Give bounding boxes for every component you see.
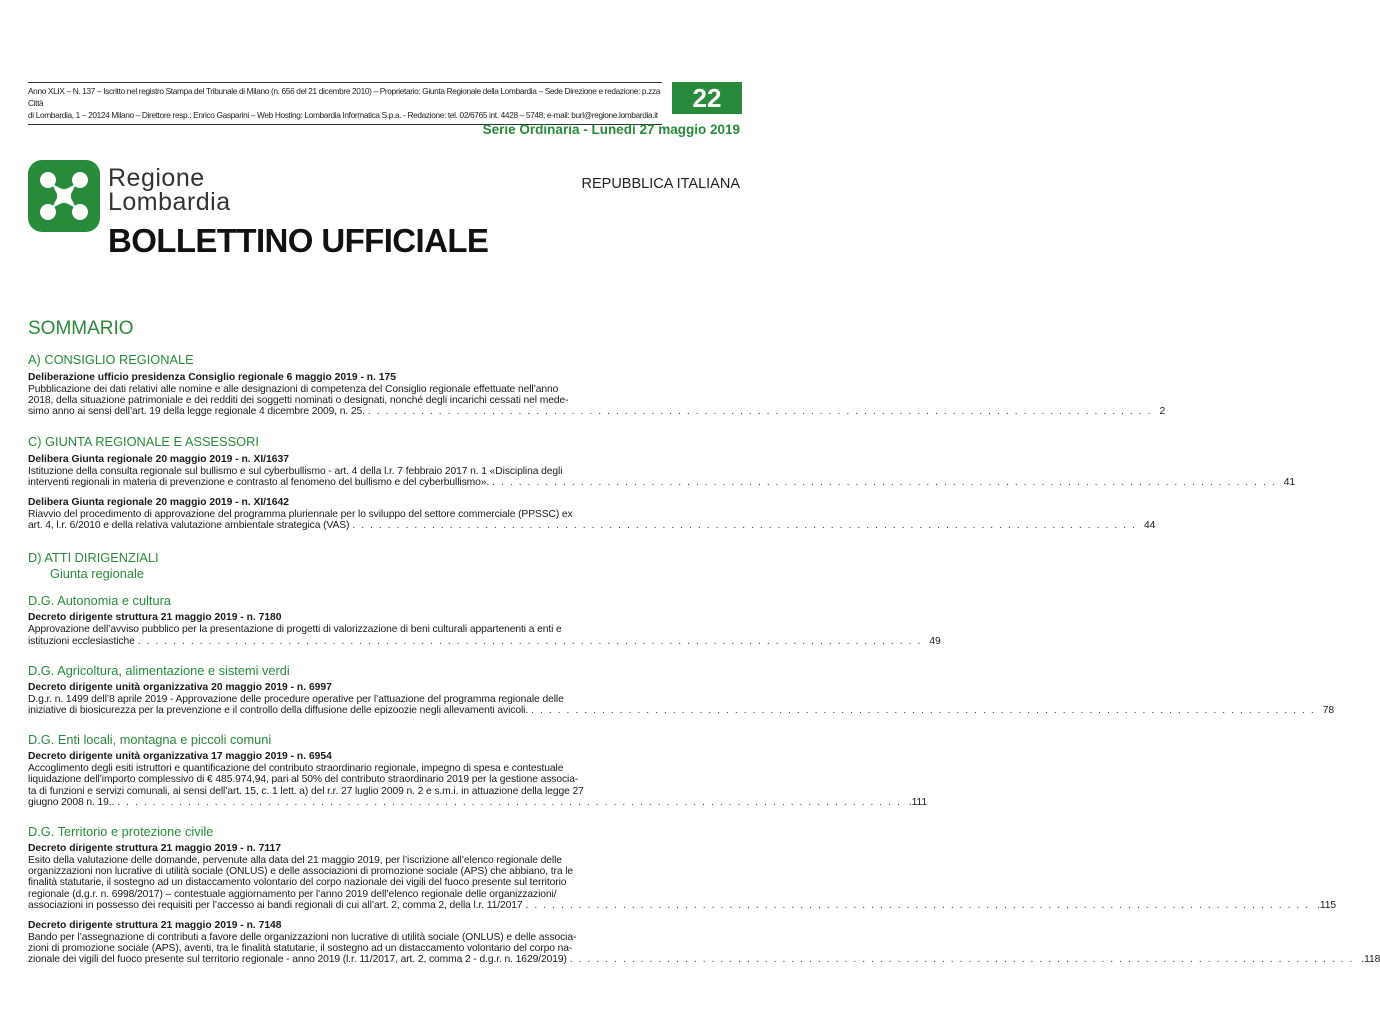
entry-line: giugno 2008 n. 19.. <box>28 796 115 808</box>
entry-line: Approvazione dell’avviso pubblico per la presentazione di progetti di valorizzazione di beni culturali appartenenti a enti e <box>28 624 562 636</box>
page-number: 2 <box>1159 406 1166 418</box>
logo-wordmark <box>108 166 231 214</box>
entry-last-line <box>28 796 928 808</box>
page-number: .115 <box>1317 899 1337 911</box>
section-subheading: Giunta regionale <box>50 566 144 582</box>
issue-number-badge: 22 <box>672 82 742 114</box>
entry-line: Istituzione della consulta regionale sul bullismo e sul cyberbullismo - art. 4 della l.r. 7 febbraio 2017 n. 1 «Disciplina degli <box>28 465 563 477</box>
entry-line: 2018, della situazione patrimoniale e dei redditi dei soggetti nominati o designati, nonché degli incarichi cessati nel mede- <box>28 395 569 407</box>
entry-title: Decreto dirigente struttura 21 maggio 2019 - n. 7180 <box>28 612 282 624</box>
entry-last-line <box>28 705 1334 717</box>
dg-heading: D.G. Autonomia e cultura <box>28 593 171 609</box>
entry-line: istituzioni ecclesiastiche <box>28 635 135 647</box>
toc-entry[interactable] <box>28 497 1156 532</box>
entry-line: iniziative di biosicurezza per la prevenzione e il controllo della diffusione delle epizoozie negli allevamenti avicoli. <box>28 705 529 717</box>
entry-title: Delibera Giunta regionale 20 maggio 2019 - n. XI/1642 <box>28 497 289 509</box>
entry-last-line <box>28 520 1156 532</box>
toc-entry[interactable] <box>28 843 1337 911</box>
entry-last-line <box>28 899 1337 911</box>
logo-line-1: Regione <box>108 164 205 192</box>
dg-heading: D.G. Territorio e protezione civile <box>28 824 214 840</box>
leader-dots: ......................................................................................... <box>531 705 1320 717</box>
page-number: 41 <box>1283 476 1296 488</box>
entry-line: art. 4, l.r. 6/2010 e della relativa valutazione ambientale strategica (VAS) <box>28 520 350 532</box>
entry-title: Decreto dirigente struttura 21 maggio 2019 - n. 7117 <box>28 843 281 855</box>
page-number: 49 <box>929 635 941 647</box>
sommario-heading: SOMMARIO <box>28 318 134 339</box>
toc-entry[interactable] <box>28 372 1166 418</box>
entry-line: Riavvio del procedimento di approvazione del programma pluriennale per lo sviluppo del settore commerciale (PPSSC) ex <box>28 509 573 521</box>
masthead <box>28 82 662 125</box>
entry-line: simo anno ai sensi dell’art. 19 della legge regionale 4 dicembre 2009, n. 25. <box>28 406 365 418</box>
page-number: .111 <box>908 796 928 808</box>
entry-title: Decreto dirigente unità organizzativa 20 maggio 2019 - n. 6997 <box>28 681 332 693</box>
serie-date: Serie Ordinaria - Lunedì 27 maggio 2019 <box>482 122 740 137</box>
entry-title: Decreto dirigente unità organizzativa 17 maggio 2019 - n. 6954 <box>28 751 332 763</box>
page-number: 44 <box>1143 520 1156 532</box>
logo-line-2: Lombardia <box>108 188 231 216</box>
entry-line: associazioni in possesso dei requisiti per l’accesso ai bandi regionali di cui all’art. 2, comma 2, della l.r. 11/2017 <box>28 899 523 911</box>
entry-line: finalità statutarie, il sostegno ad un distaccamento volontario del corpo nazionale dei vigili del fuoco presente sul territorio <box>28 877 567 889</box>
leader-dots: ......................................................................................... <box>367 406 1157 418</box>
dg-heading: D.G. Enti locali, montagna e piccoli comuni <box>28 732 272 748</box>
leader-dots: ......................................................................................... <box>525 899 1315 911</box>
entry-last-line <box>28 476 1296 488</box>
entry-line: liquidazione dell’importo complessivo di € 485.974,94, pari al 50% del contributo straordinario 2019 per la gestione associa- <box>28 774 579 786</box>
leader-dots: ......................................................................................... <box>492 476 1281 488</box>
entry-last-line <box>28 406 1166 418</box>
entry-line: Pubblicazione dei dati relativi alle nomine e alle designazioni di competenza del Consiglio regionale effettuate nell’anno <box>28 384 559 395</box>
toc-entry[interactable] <box>28 453 1296 488</box>
entry-line: zioni di promozione sociale (APS), aventi, tra le finalità statutarie, il sostegno ad un distaccamento volontario del corpo na- <box>28 943 573 955</box>
section-heading-c: C) GIUNTA REGIONALE E ASSESSORI <box>28 433 259 449</box>
entry-line: ta di funzioni e servizi comunali, ai sensi dell’art. 15, c. 1 lett. a) del r.r. 27 luglio 2009 n. 2 e s.m.i. in attuazione della legge 27 <box>28 785 584 797</box>
section-heading-a: A) CONSIGLIO REGIONALE <box>28 352 194 367</box>
toc-entry[interactable] <box>28 612 941 647</box>
entry-title: Deliberazione ufficio presidenza Consiglio regionale 6 maggio 2019 - n. 175 <box>28 372 396 383</box>
entry-line: zionale dei vigili del fuoco presente sul territorio regionale - anno 2019 (l.r. 11/2017, art. 2, comma 2 - d.g.r. n. 1629/2019) <box>28 954 567 966</box>
page-title: BOLLETTINO UFFICIALE <box>108 222 489 259</box>
repubblica-italiana: REPUBBLICA ITALIANA <box>581 176 740 192</box>
masthead-line-1: Anno XLIX – N. 137 – Iscritto nel registro Stampa del Tribunale di Milano (n. 656 del 21 dicembre 2010) – Proprietario: Giunta Regionale della Lombardia – Sede Direzione e redazione: p.zza Città <box>28 86 661 108</box>
entry-title: Decreto dirigente struttura 21 maggio 2019 - n. 7148 <box>28 920 282 932</box>
page-number: .118 <box>1361 954 1380 966</box>
entry-line: organizzazioni non lucrative di utilità sociale (ONLUS) e delle associazioni di promozione sociale (APS) che abbiano, tra le <box>28 866 574 878</box>
entry-line: Accoglimento degli esiti istruttori e quantificazione del contributo straordinario regionale, impegno di spesa e contestuale <box>28 763 564 775</box>
toc-entry[interactable] <box>28 681 1334 717</box>
toc-entry[interactable] <box>28 920 1380 966</box>
leader-dots: ......................................................................................... <box>137 635 927 647</box>
table-of-contents <box>28 352 1380 975</box>
masthead-line-2: di Lombardia, 1 – 20124 Milano – Direttore resp.: Enrico Gasparini – Web Hosting: Lombardia Informatica S.p.a. - Redazione: tel. 02/6765 int. 4428 – 5748; e-mail: burl@regione.lombardia.it <box>28 110 658 120</box>
leader-dots: ......................................................................................... <box>117 796 906 808</box>
toc-entry[interactable] <box>28 751 928 808</box>
page-number: 78 <box>1322 705 1334 717</box>
leader-dots: ......................................................................................... <box>569 954 1359 966</box>
entry-line: Bando per l’assegnazione di contributi a favore delle organizzazioni non lucrative di utilità sociale (ONLUS) e delle associa- <box>28 932 577 944</box>
entry-last-line <box>28 635 941 647</box>
entry-line: Esito della valutazione delle domande, pervenute alla data del 21 maggio 2019, per l’iscrizione all’elenco regionale delle <box>28 855 562 867</box>
section-heading-d: D) ATTI DIRIGENZIALI <box>28 550 159 566</box>
entry-last-line <box>28 954 1380 966</box>
entry-line: D.g.r. n. 1499 dell’8 aprile 2019 - Approvazione delle procedure operative per l’attuazione del programma regionale delle <box>28 693 564 705</box>
regione-lombardia-logo-icon <box>28 160 100 232</box>
entry-line: interventi regionali in materia di prevenzione e contrasto al fenomeno del bullismo e del cyberbullismo». <box>28 476 490 488</box>
entry-line: regionale (d.g.r. n. 6998/2017) – contestuale aggiornamento per l’anno 2019 dell’elenco regionale delle organizzazioni/ <box>28 888 557 900</box>
leader-dots: ......................................................................................... <box>352 520 1141 532</box>
dg-heading: D.G. Agricoltura, alimentazione e sistemi verdi <box>28 662 290 678</box>
entry-title: Delibera Giunta regionale 20 maggio 2019 - n. XI/1637 <box>28 453 289 465</box>
